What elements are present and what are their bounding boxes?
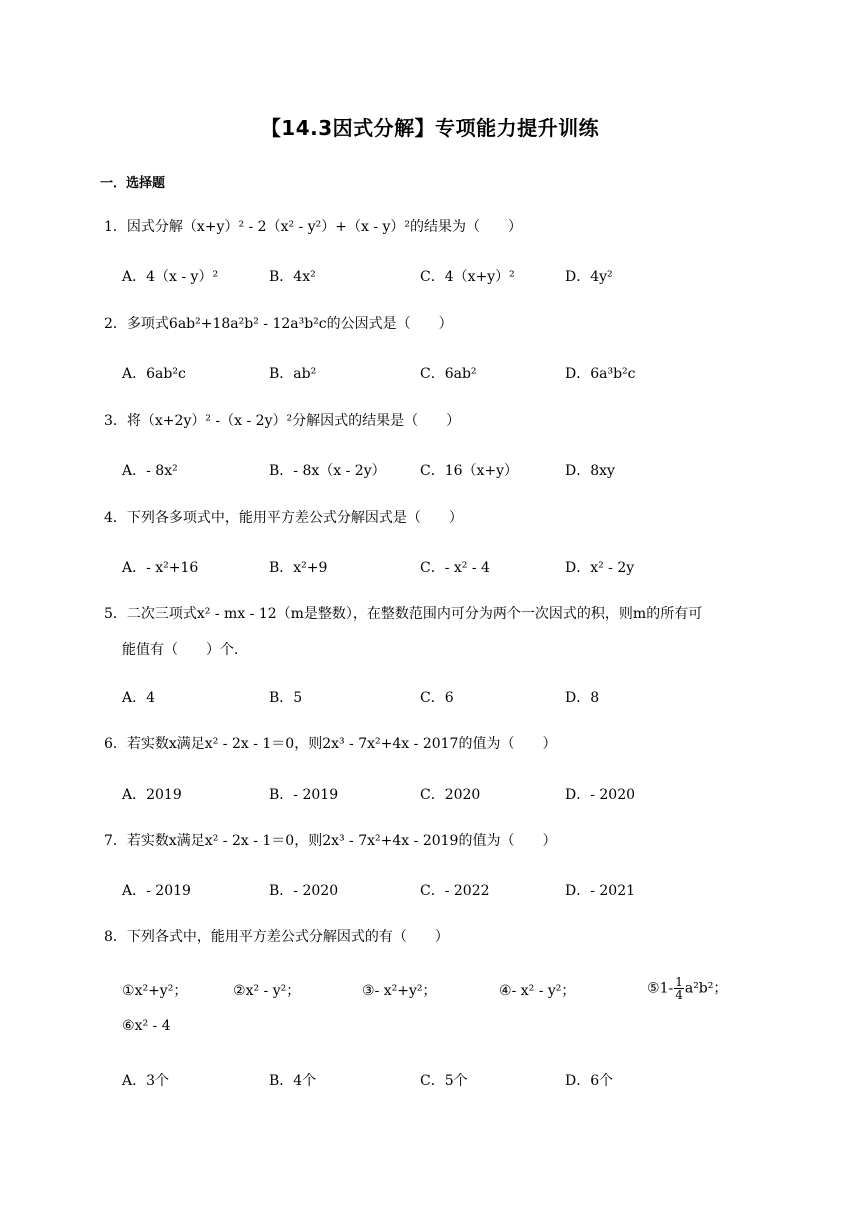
circled-number-1: ① xyxy=(122,983,135,999)
expression-item-5: ⑤1‑ $\frac{1}{4}$ a²b²； xyxy=(647,975,728,1002)
option-a[interactable]: A．4（x ‑ y）² xyxy=(122,269,219,285)
option-a[interactable]: A．‑ 2019 xyxy=(122,883,191,899)
option-b[interactable]: B．5 xyxy=(269,690,303,706)
option-c[interactable]: C．16（x+y） xyxy=(420,463,519,479)
question-3-stem: 3．将（x+2y）² ‑（x ‑ 2y）²分解因式的结果是（ ） xyxy=(104,413,461,429)
fraction-one-quarter: $\frac{1}{4}$ xyxy=(675,975,683,1002)
question-1-stem: 1．因式分解（x+y）² ‑ 2（x² ‑ y²）+（x ‑ y）²的结果为（ ） xyxy=(104,219,523,235)
question-7-options xyxy=(122,880,782,904)
question-8-options xyxy=(122,1070,782,1094)
option-c[interactable]: C．4（x+y）² xyxy=(420,269,515,285)
question-4-stem: 4．下列各多项式中，能用平方差公式分解因式是（ ） xyxy=(104,510,463,526)
option-a[interactable]: A．‑ 8x² xyxy=(122,463,178,479)
option-b[interactable]: B．x²+9 xyxy=(269,560,328,576)
expression-item-3: ③‑ x²+y²； xyxy=(362,983,437,999)
question-3-options xyxy=(122,460,782,484)
option-b[interactable]: B．‑ 2019 xyxy=(269,787,339,803)
option-a[interactable]: A．‑ x²+16 xyxy=(122,560,199,576)
option-b[interactable]: B．4个 xyxy=(269,1073,317,1089)
option-b[interactable]: B．4x² xyxy=(269,269,316,285)
option-d[interactable]: D．6a³b²c xyxy=(565,366,636,382)
option-d[interactable]: D．x² ‑ 2y xyxy=(565,560,635,576)
option-a[interactable]: A．3个 xyxy=(122,1073,170,1089)
question-5-options xyxy=(122,687,782,711)
question-1-options xyxy=(122,266,782,290)
circled-number-5: ⑤ xyxy=(647,980,660,997)
expression-item-2: ②x² ‑ y²； xyxy=(233,983,301,999)
option-a[interactable]: A．4 xyxy=(122,690,156,706)
option-d[interactable]: D．8xy xyxy=(565,463,615,479)
option-a[interactable]: A．2019 xyxy=(122,787,182,803)
option-c[interactable]: C．5个 xyxy=(420,1073,468,1089)
option-b[interactable]: B．‑ 8x（x ‑ 2y） xyxy=(269,463,386,479)
option-d[interactable]: D．6个 xyxy=(565,1073,614,1089)
circled-number-2: ② xyxy=(233,983,246,999)
option-b[interactable]: B．‑ 2020 xyxy=(269,883,339,899)
question-5-stem-continued: 能值有（ ）个． xyxy=(122,642,248,658)
question-7-stem: 7．若实数x满足x² ‑ 2x ‑ 1＝0，则2x³ ‑ 7x²+4x ‑ 2019的值为（ ） xyxy=(104,833,557,849)
question-4-options xyxy=(122,557,782,581)
option-c[interactable]: C．‑ x² ‑ 4 xyxy=(420,560,490,576)
circled-number-3: ③ xyxy=(362,983,375,999)
document-title: 【14.3因式分解】专项能力提升训练 xyxy=(260,116,600,140)
option-d[interactable]: D．‑ 2020 xyxy=(565,787,636,803)
option-b[interactable]: B．ab² xyxy=(269,366,317,382)
option-d[interactable]: D．4y² xyxy=(565,269,613,285)
question-6-options xyxy=(122,784,782,808)
question-8-expression-list xyxy=(122,975,762,1006)
option-c[interactable]: C．6 xyxy=(420,690,454,706)
option-d[interactable]: D．‑ 2021 xyxy=(565,883,636,899)
question-5-stem: 5．二次三项式x² ‑ mx ‑ 12（m是整数），在整数范围内可分为两个一次因式的积，则m的所有可 xyxy=(104,606,703,622)
expression-item-1: ①x²+y²； xyxy=(122,983,188,999)
question-8-stem: 8．下列各式中，能用平方差公式分解因式的有（ ） xyxy=(104,929,449,945)
option-d[interactable]: D．8 xyxy=(565,690,600,706)
expression-item-6: ⑥x² ‑ 4 xyxy=(122,1018,171,1034)
question-6-stem: 6．若实数x满足x² ‑ 2x ‑ 1＝0，则2x³ ‑ 7x²+4x ‑ 2017的值为（ ） xyxy=(104,736,557,752)
option-a[interactable]: A．6ab²c xyxy=(122,366,186,382)
option-c[interactable]: C．6ab² xyxy=(420,366,477,382)
option-c[interactable]: C．2020 xyxy=(420,787,481,803)
circled-number-4: ④ xyxy=(499,983,512,999)
section-heading: 一．选择题 xyxy=(100,176,166,191)
question-2-options xyxy=(122,363,782,387)
question-2-stem: 2．多项式6ab²+18a²b² ‑ 12a³b²c的公因式是（ ） xyxy=(104,316,453,332)
circled-number-6: ⑥ xyxy=(122,1018,135,1034)
expression-item-4: ④‑ x² ‑ y²； xyxy=(499,983,576,999)
option-c[interactable]: C．‑ 2022 xyxy=(420,883,490,899)
question-8-expression-list-row-2 xyxy=(122,1018,762,1044)
